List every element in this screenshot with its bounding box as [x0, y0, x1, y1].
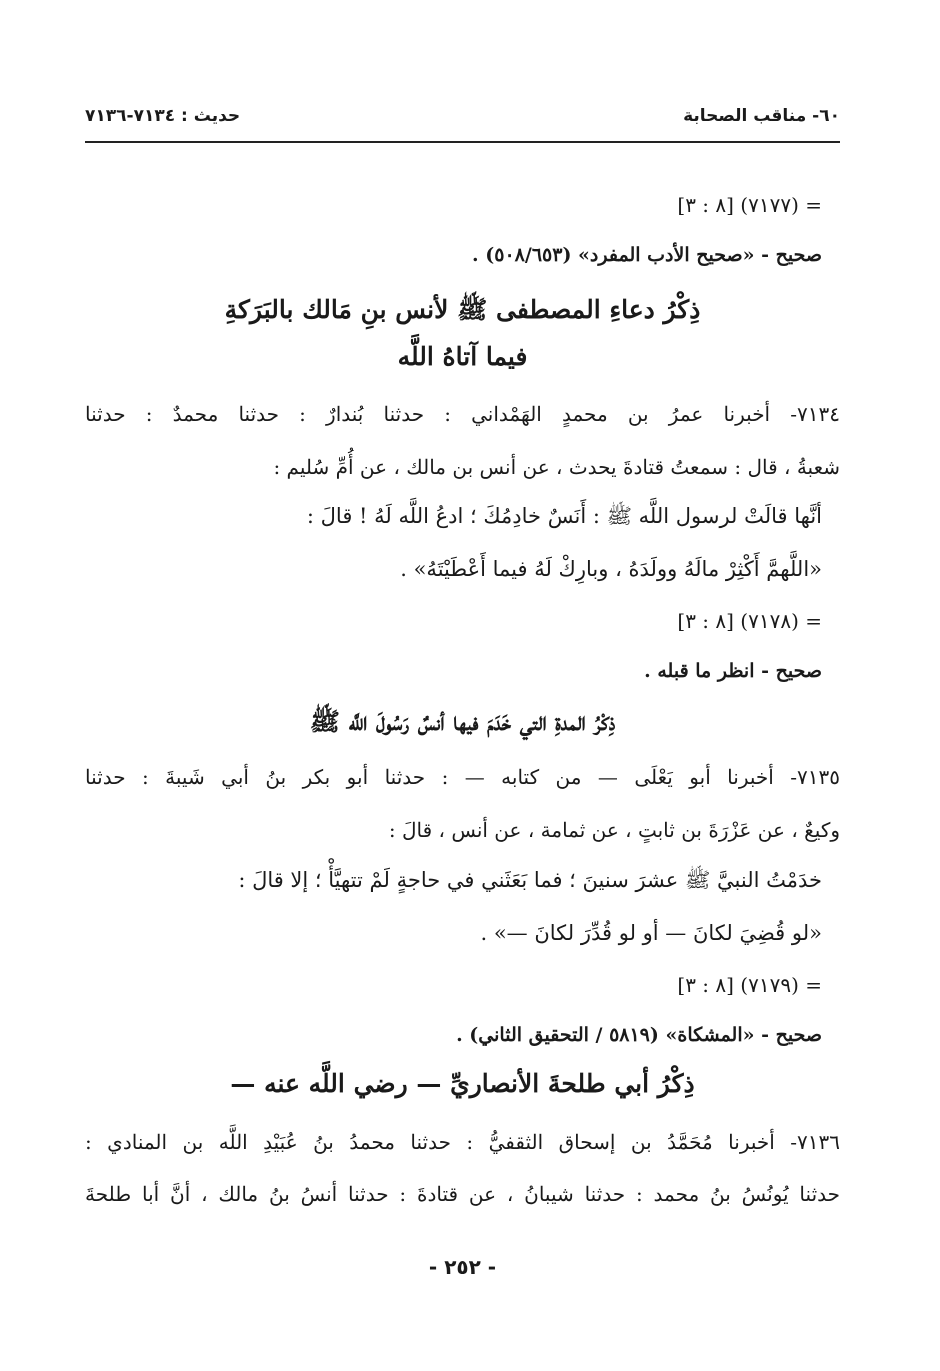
cross-reference-7179: = (٧١٧٩) [٨ : ٣] [677, 973, 822, 997]
page-number: - ٢٥٢ - [428, 1255, 497, 1279]
hadith-7135-matn-line1: خدَمْتُ النبيَّ ﷺ عشرَ سنينَ ؛ فما بَعَثَني في حاجةٍ لَمْ تتهيَّأْ ؛ إلا قالَ : [238, 868, 822, 892]
grading-7177: صحيح - «صحيح الأدب المفرد» (٥٠٨/٦٥٣) . [472, 244, 822, 266]
hadith-range: حديث : ٧١٣٤-٧١٣٦ [85, 106, 241, 126]
chapter-title: ٦٠- مناقب الصحابة [683, 106, 840, 126]
header-divider [85, 141, 840, 143]
grading-7179: صحيح - «المشكاة» (٥٨١٩ / التحقيق الثاني) . [456, 1024, 822, 1046]
cross-reference-7177: = (٧١٧٧) [٨ : ٣] [677, 193, 822, 217]
hadith-7134-matn-line1: أنَّها قالَتْ لرسول اللَّه ﷺ : أَنَسٌ خادِمُكَ ؛ ادعُ اللَّه لَهُ ! قالَ : [306, 504, 822, 528]
grading-7178: صحيح - انظر ما قبله . [644, 660, 822, 682]
hadith-7136-isnad-line2: حدثنا يُونُسُ بنُ محمد : حدثنا شيبانُ ، عن قتادةَ : حدثنا أنسُ بنُ مالك ، أنَّ أبا طلحةَ [85, 1182, 840, 1206]
section-heading-service-duration: ذِكْرُ المدةِ التي خَدَمَ فيها أنسٌ رَسُولَ اللَّه ﷺ [309, 707, 616, 736]
section-heading-abu-talha: ذِكْرُ أبي طلحةَ الأنصاريِّ — رضي اللَّه عنه — [230, 1069, 695, 1098]
section-heading-anas-blessing-cont: فيما آتاهُ اللَّه [397, 342, 528, 371]
hadith-7134-matn-line2: «اللَّهمَّ أَكْثِرْ مالَهُ وولَدَهُ ، وبارِكْ لَهُ فيما أَعْطَيْتَهُ» . [400, 557, 822, 581]
running-header [85, 106, 840, 136]
hadith-7136-isnad-line1: ٧١٣٦- أخبرنا مُحَمَّدُ بن إسحاق الثقفيُّ : حدثنا محمدُ بنُ عُبَيْدِ اللَّه بن المنادي : [85, 1130, 840, 1154]
cross-reference-7178: = (٧١٧٨) [٨ : ٣] [677, 609, 822, 633]
section-heading-anas-blessing: ذِكْرُ دعاءِ المصطفى ﷺ لأنس بنِ مَالك بالبَرَكةِ [224, 295, 701, 324]
hadith-7135-isnad-line2: وكيعٌ ، عن عَزْرَةَ بن ثابتٍ ، عن ثمامة ، عن أنس ، قالَ : [388, 818, 840, 842]
hadith-7134-isnad-line1: ٧١٣٤- أخبرنا عمرُ بن محمدٍ الهَمْداني : حدثنا بُندارٌ : حدثنا محمدٌ : حدثنا [85, 402, 840, 426]
hadith-7135-matn-line2: «لو قُضِيَ لكانَ — أو لو قُدِّرَ لكانَ —» . [480, 921, 822, 945]
hadith-7134-isnad-line2: شعبةُ ، قال : سمعتُ قتادةَ يحدث ، عن أنس بن مالك ، عن أُمِّ سُليم : [273, 455, 840, 479]
book-page [85, 0, 840, 1371]
hadith-7135-isnad-line1: ٧١٣٥- أخبرنا أبو يَعْلَى — من كتابه — : حدثنا أبو بكر بنُ أبي شَيبةَ : حدثنا [85, 765, 840, 789]
